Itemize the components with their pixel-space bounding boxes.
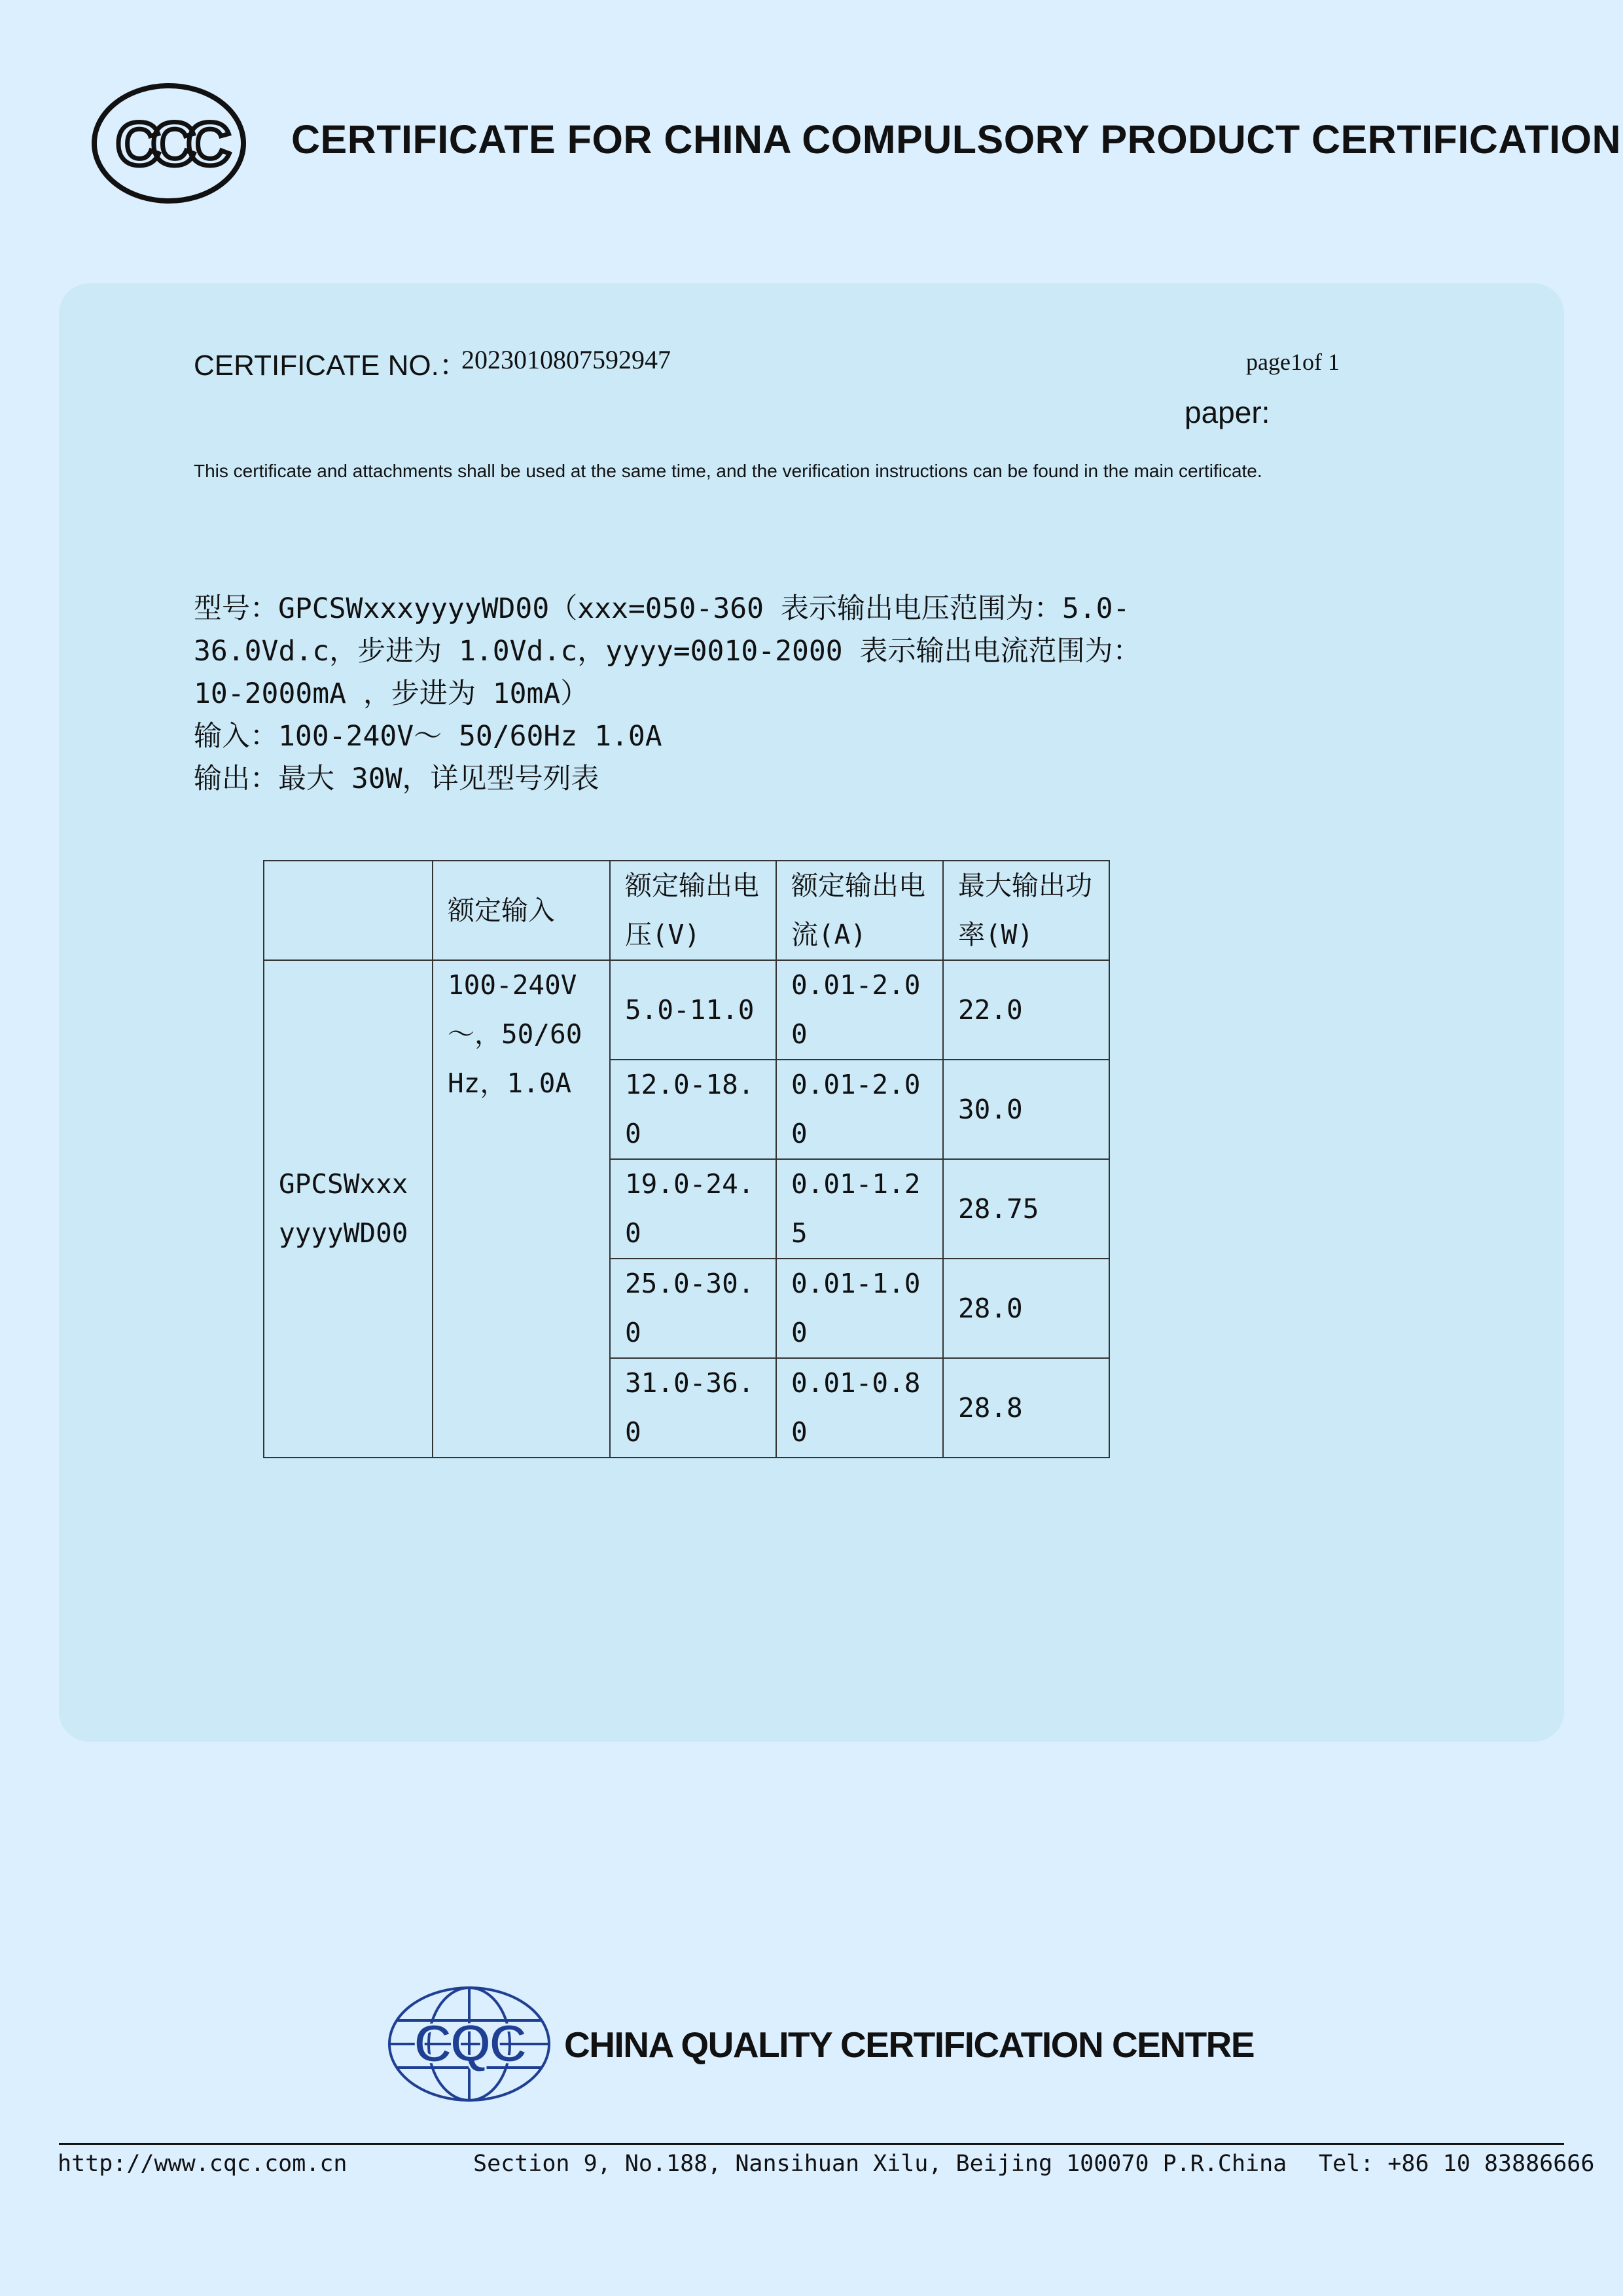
description-line: 36.0Vd.c，步进为 1.0Vd.c，yyyy=0010-2000 表示输出电流范围为： (194, 635, 1141, 668)
model-cell: GPCSWxxxyyyyWD00 (264, 960, 433, 1458)
voltage-cell: 12.0-18.0 (610, 1060, 776, 1159)
footer-website[interactable]: http://www.cqc.com.cn (58, 2151, 348, 2177)
power-cell: 28.0 (943, 1259, 1109, 1358)
current-cell: 0.01-2.00 (776, 960, 943, 1060)
organization-name: CHINA QUALITY CERTIFICATION CENTRE (564, 2024, 1255, 2065)
current-cell: 0.01-1.25 (776, 1159, 943, 1259)
table-header-cell: 额定输出电流(A) (776, 861, 943, 960)
description-line: 型号：GPCSWxxxyyyyWD00（xxx=050-360 表示输出电压范围为：5.0- (194, 592, 1130, 625)
power-cell: 30.0 (943, 1060, 1109, 1159)
footer-telephone: Tel: +86 10 83886666 (1319, 2151, 1595, 2177)
footer-divider (59, 2143, 1564, 2145)
voltage-cell: 25.0-30.0 (610, 1259, 776, 1358)
input-cell: 100-240V～，50/60Hz，1.0A (433, 960, 610, 1458)
current-cell: 0.01-0.80 (776, 1358, 943, 1458)
certificate-number-label: CERTIFICATE NO.： (194, 350, 468, 382)
table-header-cell (264, 861, 433, 960)
power-cell: 22.0 (943, 960, 1109, 1060)
table-header-cell: 额定输出电压(V) (610, 861, 776, 960)
voltage-cell: 31.0-36.0 (610, 1358, 776, 1458)
product-description (194, 588, 1241, 800)
voltage-cell: 5.0-11.0 (610, 960, 776, 1060)
ccc-logo-text: CCC (116, 109, 222, 178)
cqc-globe-logo (386, 1984, 553, 2104)
cqc-logo-text: CQC (413, 2014, 526, 2073)
certificate-number-value: 2023010807592947 (461, 345, 671, 374)
page-info: page1of 1 (1246, 349, 1340, 375)
footer-address: Section 9, No.188, Nansihuan Xilu, Beijing 100070 P.R.China (473, 2151, 1287, 2177)
certificate-title: CERTIFICATE FOR CHINA COMPULSORY PRODUCT CERTIFICATION (291, 117, 1622, 162)
current-cell: 0.01-2.00 (776, 1060, 943, 1159)
power-cell: 28.8 (943, 1358, 1109, 1458)
power-cell: 28.75 (943, 1159, 1109, 1259)
table-header-cell: 额定输入 (433, 861, 610, 960)
table-row (264, 960, 1109, 1060)
paper-label: paper: (1185, 395, 1270, 429)
ccc-logo (90, 82, 247, 204)
description-line: 10-2000mA ，步进为 10mA） (194, 677, 589, 710)
model-table (263, 860, 1110, 1458)
description-line: 输入：100-240V～ 50/60Hz 1.0A (194, 720, 662, 753)
usage-notice: This certificate and attachments shall be used at the same time, and the verification instructions can be found in the main certificate. (194, 461, 1262, 481)
table-header-cell: 最大输出功率(W) (943, 861, 1109, 960)
table-header-row (264, 861, 1109, 960)
voltage-cell: 19.0-24.0 (610, 1159, 776, 1259)
description-line: 输出：最大 30W，详见型号列表 (194, 762, 599, 795)
current-cell: 0.01-1.00 (776, 1259, 943, 1358)
